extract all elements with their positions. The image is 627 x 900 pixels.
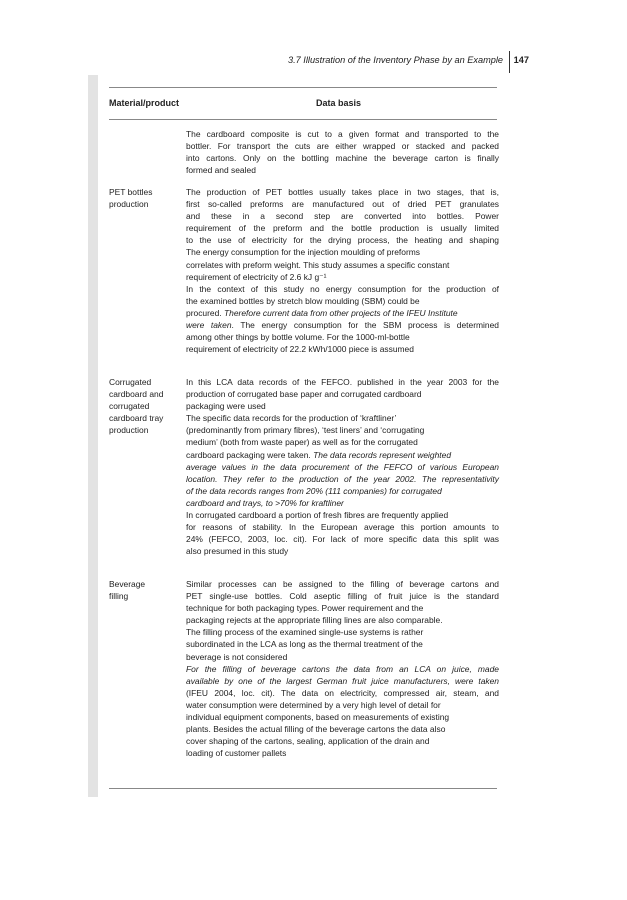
data-basis-line: cover shaping of the cartons, sealing, application of the drain and [186, 736, 430, 747]
material-line: corrugated [109, 401, 150, 412]
data-basis-line: first so-called preforms are manufactured out of dried PET granulates [186, 199, 499, 210]
material-cell [109, 376, 181, 436]
data-basis-line: The production of PET bottles usually takes place in two stages, that is, [186, 187, 499, 197]
material-line: cardboard tray [109, 413, 164, 424]
page-number: 147 [513, 55, 529, 65]
data-basis-line: packaging were used [186, 401, 266, 412]
data-basis-line: medium’ (both from waste paper) as well as for the corrugated [186, 437, 418, 448]
data-basis-line: cardboard packaging were taken. The data records represent weighted [186, 449, 452, 460]
data-basis-line: (predominantly from primary fibres), ‘test liners’ and ‘corrugating [186, 425, 425, 436]
data-basis-line: beverage is not considered [186, 651, 288, 662]
data-basis-line: plants. Besides the actual filling of the beverage cartons the data also [186, 724, 446, 735]
column-header-data-basis: Data basis [316, 98, 362, 108]
data-basis-line: average values in the data procurement of the FEFCO of various European [186, 461, 499, 472]
data-basis-line: the examined bottles by stretch blow moulding (SBM) could be [186, 295, 420, 306]
data-basis-line: to the use of electricity for the drying process, the heating and shaping [186, 235, 499, 246]
data-basis-cell [186, 578, 499, 759]
data-basis-line: loading of customer pallets [186, 748, 287, 759]
data-basis-line: for reasons of stability. In the European average this portion amounts to [186, 522, 499, 533]
data-basis-line: requirement of the preform and the bottle production is usually limited [186, 223, 499, 234]
material-cell [109, 186, 181, 210]
data-basis-line: procured. Therefore current data from other projects of the IFEU Institute [186, 307, 458, 318]
margin-bar [88, 75, 98, 797]
data-basis-line: formed and sealed [186, 165, 256, 176]
data-basis-line: PET single-use bottles. Cold aseptic filling of fruit juice is the standard [186, 591, 499, 602]
section-title: 3.7 Illustration of the Inventory Phase by an Example [287, 55, 503, 65]
header-rule [109, 119, 497, 120]
data-basis-line: into cartons. Only on the bottling machine the beverage carton is finally [186, 153, 499, 164]
data-basis-cell [186, 186, 499, 355]
data-basis-line: of the data records ranges from 20% (111 companies) for corrugated [186, 485, 442, 496]
data-basis-line: In corrugated cardboard a portion of fresh fibres are frequently applied [186, 510, 449, 521]
table-top-rule [109, 87, 497, 88]
data-basis-line: location. They refer to the production of the year 2002. The representativity [186, 473, 499, 484]
data-basis-line: The filling process of the examined single-use systems is rather [186, 627, 424, 638]
data-basis-line: among other things by bottle volume. For the 1000-ml-bottle [186, 332, 410, 343]
header-divider [509, 51, 510, 73]
data-basis-line: correlates with preform weight. This study assumes a specific constant [186, 259, 450, 270]
data-basis-line: were taken. The energy consumption for the SBM process is determined [186, 320, 499, 331]
material-line: filling [109, 591, 129, 602]
data-basis-line: In the context of this study no energy consumption for the production of [186, 283, 499, 294]
data-basis-line: (IFEU 2004, loc. cit). The data on electricity, compressed air, steam, and [186, 687, 499, 698]
data-basis-line: available by one of the largest German fruit juice manufacturers, were taken [186, 675, 499, 686]
data-basis-line: also presumed in this study [186, 546, 289, 557]
table-bottom-rule [109, 788, 497, 789]
data-basis-line: technique for both packaging types. Power requirement and the [186, 603, 424, 614]
material-line: Corrugated [109, 377, 152, 387]
data-basis-cell [186, 128, 499, 176]
data-basis-line: For the filling of beverage cartons the data from an LCA on juice, made [186, 663, 499, 674]
data-basis-line: bottler. For transport the cuts are either wrapped or stacked and packed [186, 141, 499, 152]
data-basis-line: cardboard and trays, to >70% for kraftliner [186, 497, 344, 508]
data-basis-cell [186, 376, 499, 557]
material-line: production [109, 425, 149, 436]
data-basis-line: and these in a second step are converted into bottles. Power [186, 211, 499, 222]
data-basis-line: subordinated in the LCA as long as the thermal treatment of the [186, 639, 423, 650]
data-basis-line: requirement of electricity of 2.6 kJ g⁻¹ [186, 271, 327, 282]
material-line: cardboard and [109, 389, 164, 400]
data-basis-line: The cardboard composite is cut to a given format and transported to the [186, 129, 499, 139]
data-basis-line: The energy consumption for the injection moulding of preforms [186, 247, 421, 258]
data-basis-line: individual equipment components, based on measurements of existing [186, 712, 450, 723]
data-basis-line: 24% (FEFCO, 2003, loc. cit). For lack of more specific data this split was [186, 534, 499, 545]
data-basis-line: packaging rejects at the appropriate filling lines are also comparable. [186, 615, 443, 626]
column-header-material: Material/product [109, 98, 180, 108]
material-line: Beverage [109, 579, 146, 589]
material-line: PET bottles [109, 187, 153, 197]
data-basis-line: requirement of electricity of 22.2 kWh/1000 piece is assumed [186, 344, 414, 355]
data-basis-line: production of corrugated base paper and corrugated cardboard [186, 389, 422, 400]
running-header [250, 53, 529, 69]
data-basis-line: water consumption were determined by a very high level of detail for [186, 699, 441, 710]
material-cell [109, 578, 181, 602]
data-basis-line: In this LCA data records of the FEFCO. published in the year 2003 for the [186, 377, 499, 387]
data-basis-line: The specific data records for the production of ‘kraftliner’ [186, 413, 397, 424]
data-basis-line: Similar processes can be assigned to the filling of beverage cartons and [186, 579, 499, 589]
material-line: production [109, 199, 149, 210]
